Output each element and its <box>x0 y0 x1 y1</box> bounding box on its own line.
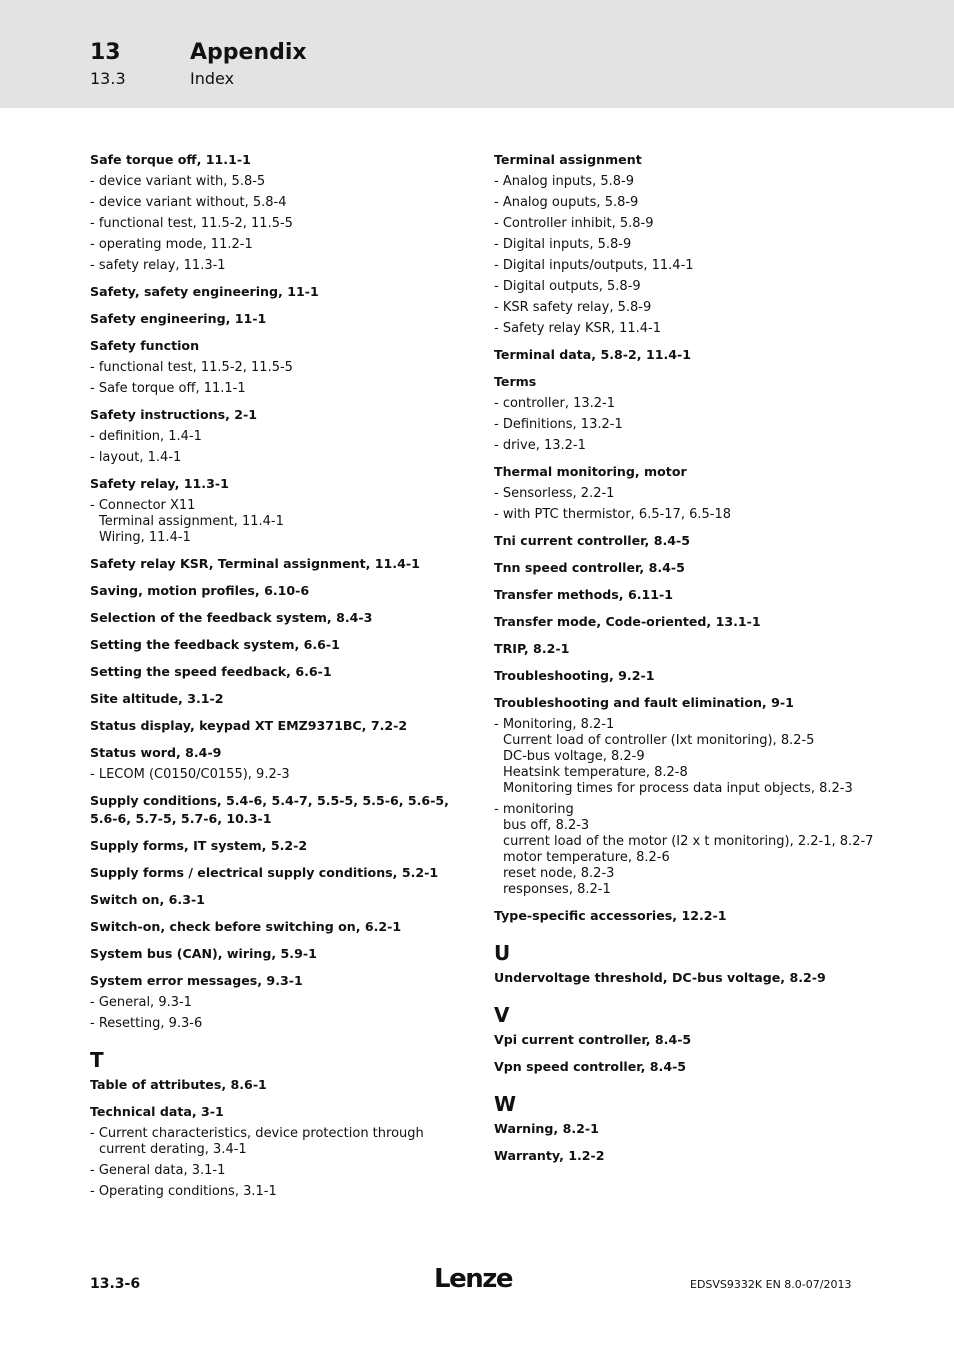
index-subentry <box>494 195 894 211</box>
index-entry-heading: Safe torque off, 11.1-1 <box>90 152 251 167</box>
page-number: 13.3-6 <box>90 1276 141 1292</box>
index-entry <box>494 694 894 898</box>
chapter-number: 13 <box>90 40 121 65</box>
index-subentry <box>90 429 460 445</box>
index-entry-heading: Transfer mode, Code-oriented, 13.1-1 <box>494 614 761 629</box>
index-entry-heading: Terminal assignment <box>494 152 642 167</box>
index-subentry <box>90 1016 460 1032</box>
index-column-left <box>90 151 460 1209</box>
index-letter: V <box>494 1003 510 1027</box>
page-header <box>0 0 954 108</box>
index-entry-heading: Safety engineering, 11-1 <box>90 311 267 326</box>
index-subentry-line: - Operating conditions, 3.1-1 <box>90 1184 277 1199</box>
index-entry <box>90 1076 460 1094</box>
index-entry <box>494 907 894 925</box>
index-subentry-line: - Controller inhibit, 5.8-9 <box>494 216 654 231</box>
index-subentry <box>90 767 460 783</box>
index-entry <box>90 972 460 1032</box>
index-entry-heading: Supply forms, IT system, 5.2-2 <box>90 838 308 853</box>
index-subentry-line: Monitoring times for process data input objects, 8.2-3 <box>503 781 853 796</box>
index-entry <box>494 346 894 364</box>
index-entry <box>90 310 460 328</box>
index-entry-heading: Technical data, 3-1 <box>90 1104 224 1119</box>
index-subentry-line: - Digital inputs/outputs, 11.4-1 <box>494 258 694 273</box>
index-subentry <box>90 450 460 466</box>
index-subentry-line: - with PTC thermistor, 6.5-17, 6.5-18 <box>494 507 732 522</box>
index-subentry <box>494 717 894 797</box>
index-letter: U <box>494 941 511 965</box>
index-entry-heading: Safety function <box>90 338 200 353</box>
index-entry <box>494 1120 894 1138</box>
index-entry <box>90 151 460 274</box>
index-entry <box>90 406 460 466</box>
index-entry-heading: Saving, motion profiles, 6.10-6 <box>90 583 310 598</box>
index-entry-heading: Status word, 8.4-9 <box>90 745 222 760</box>
index-subentry-line: - Current characteristics, device protection through <box>90 1126 424 1141</box>
index-entry <box>90 475 460 546</box>
index-subentry <box>494 279 894 295</box>
index-entry-heading: Selection of the feedback system, 8.4-3 <box>90 610 373 625</box>
index-subentry <box>494 237 894 253</box>
index-subentry <box>494 507 894 523</box>
index-entry <box>90 945 460 963</box>
index-entry-heading: Switch-on, check before switching on, 6.2-1 <box>90 919 402 934</box>
index-entry <box>90 792 460 828</box>
index-letter: T <box>90 1048 104 1072</box>
index-letter: W <box>494 1092 517 1116</box>
index-subentry <box>494 438 894 454</box>
index-entry-heading: Thermal monitoring, motor <box>494 464 687 479</box>
index-subentry <box>90 498 460 546</box>
index-entry-heading: Table of attributes, 8.6-1 <box>90 1077 267 1092</box>
index-subentry <box>494 396 894 412</box>
index-entry-heading: Transfer methods, 6.11-1 <box>494 587 674 602</box>
index-entry-heading: Undervoltage threshold, DC-bus voltage, 8.2-9 <box>494 970 826 985</box>
index-subentry-line: - monitoring <box>494 802 574 817</box>
index-subentry-line: motor temperature, 8.2-6 <box>503 850 670 865</box>
index-entry <box>494 640 894 658</box>
index-subentry <box>494 486 894 502</box>
index-entry <box>90 609 460 627</box>
index-entry <box>494 373 894 454</box>
index-subentry-line: - LECOM (C0150/C0155), 9.2-3 <box>90 767 290 782</box>
index-subentry <box>90 174 460 190</box>
index-subentry-line: - Monitoring, 8.2-1 <box>494 717 615 732</box>
index-subentry-line: Current load of controller (Ixt monitoring), 8.2-5 <box>503 733 815 748</box>
index-subentry-line: - KSR safety relay, 5.8-9 <box>494 300 652 315</box>
index-subentry <box>90 258 460 274</box>
index-subentry-line: - functional test, 11.5-2, 11.5-5 <box>90 360 293 375</box>
index-entry <box>90 663 460 681</box>
index-entry <box>90 891 460 909</box>
index-entry <box>494 151 894 337</box>
index-entry <box>494 1031 894 1049</box>
index-subentry-line: bus off, 8.2-3 <box>503 818 590 833</box>
index-entry-heading: System error messages, 9.3-1 <box>90 973 303 988</box>
index-entry <box>90 717 460 735</box>
index-subentry-line: Terminal assignment, 11.4-1 <box>99 514 284 529</box>
lenze-logo: Lenze <box>434 1264 512 1294</box>
index-entry-heading: Setting the speed feedback, 6.6-1 <box>90 664 332 679</box>
index-subentry-line: - Definitions, 13.2-1 <box>494 417 623 432</box>
index-subentry <box>90 360 460 376</box>
index-entry <box>90 690 460 708</box>
index-entry-heading: Terminal data, 5.8-2, 11.4-1 <box>494 347 692 362</box>
index-entry <box>90 636 460 654</box>
index-entry-heading: Status display, keypad XT EMZ9371BC, 7.2-2 <box>90 718 408 733</box>
index-subentry <box>90 1126 460 1158</box>
index-entry-heading: Tnn speed controller, 8.4-5 <box>494 560 685 575</box>
index-entry-heading: Warning, 8.2-1 <box>494 1121 599 1136</box>
document-id: EDSVS9332K EN 8.0-07/2013 <box>690 1278 852 1291</box>
index-entry-heading: Supply conditions, 5.4-6, 5.4-7, 5.5-5, 5.5-6, 5.6-5, 5.6-6, 5.7-5, 5.7-6, 10.3-1 <box>90 793 449 826</box>
index-entry-heading: Safety relay, 11.3-1 <box>90 476 229 491</box>
index-column-right <box>494 151 894 1174</box>
index-entry-heading: Troubleshooting, 9.2-1 <box>494 668 655 683</box>
index-entry <box>90 582 460 600</box>
index-subentry-line: current load of the motor (I2 x t monitoring), 2.2-1, 8.2-7 <box>503 834 874 849</box>
index-subentry-line: DC-bus voltage, 8.2-9 <box>503 749 645 764</box>
index-entry-heading: Tni current controller, 8.4-5 <box>494 533 690 548</box>
index-subentry-line: Wiring, 11.4-1 <box>99 530 191 545</box>
index-entry-heading: Vpn speed controller, 8.4-5 <box>494 1059 687 1074</box>
index-subentry <box>90 195 460 211</box>
index-entry <box>90 337 460 397</box>
index-entry <box>90 555 460 573</box>
index-subentry-line: - Safety relay KSR, 11.4-1 <box>494 321 661 336</box>
index-subentry-line: - Analog ouputs, 5.8-9 <box>494 195 639 210</box>
index-subentry <box>494 258 894 274</box>
index-subentry <box>90 1163 460 1179</box>
index-subentry <box>90 237 460 253</box>
index-entry <box>90 283 460 301</box>
index-subentry <box>90 1184 460 1200</box>
index-subentry <box>494 802 894 898</box>
index-subentry-line: - Analog inputs, 5.8-9 <box>494 174 634 189</box>
index-entry <box>494 463 894 523</box>
index-entry <box>90 837 460 855</box>
index-subentry-line: - definition, 1.4-1 <box>90 429 202 444</box>
index-subentry <box>90 995 460 1011</box>
index-subentry-line: Heatsink temperature, 8.2-8 <box>503 765 688 780</box>
index-subentry-line: - operating mode, 11.2-1 <box>90 237 253 252</box>
index-entry <box>90 864 460 882</box>
index-subentry-line: - device variant with, 5.8-5 <box>90 174 266 189</box>
index-subentry-line: - Connector X11 <box>90 498 196 513</box>
index-entry-heading: Setting the feedback system, 6.6-1 <box>90 637 340 652</box>
index-subentry-line: - layout, 1.4-1 <box>90 450 182 465</box>
index-subentry-line: reset node, 8.2-3 <box>503 866 615 881</box>
index-subentry-line: - Safe torque off, 11.1-1 <box>90 381 246 396</box>
index-subentry-line: current derating, 3.4-1 <box>99 1142 247 1157</box>
index-subentry <box>494 216 894 232</box>
index-subentry <box>90 216 460 232</box>
index-entry <box>90 744 460 783</box>
index-entry <box>494 1147 894 1165</box>
index-entry <box>494 613 894 631</box>
index-entry <box>494 969 894 987</box>
section-number: 13.3 <box>90 69 126 88</box>
index-entry <box>494 586 894 604</box>
index-subentry-line: - Sensorless, 2.2-1 <box>494 486 615 501</box>
index-subentry <box>494 174 894 190</box>
index-subentry-line: responses, 8.2-1 <box>503 882 611 897</box>
index-entry <box>494 532 894 550</box>
index-subentry-line: - device variant without, 5.8-4 <box>90 195 287 210</box>
index-entry-heading: Safety, safety engineering, 11-1 <box>90 284 319 299</box>
index-entry <box>90 1103 460 1200</box>
index-entry-heading: Terms <box>494 374 537 389</box>
index-subentry-line: - General, 9.3-1 <box>90 995 192 1010</box>
index-entry-heading: Warranty, 1.2-2 <box>494 1148 605 1163</box>
index-entry <box>494 667 894 685</box>
index-subentry-line: - Digital inputs, 5.8-9 <box>494 237 632 252</box>
index-subentry-line: - controller, 13.2-1 <box>494 396 616 411</box>
index-entry-heading: Switch on, 6.3-1 <box>90 892 205 907</box>
index-entry <box>90 918 460 936</box>
index-subentry <box>494 300 894 316</box>
section-title: Index <box>190 69 235 88</box>
index-entry-heading: TRIP, 8.2-1 <box>494 641 570 656</box>
index-subentry <box>494 417 894 433</box>
index-entry-heading: Troubleshooting and fault elimination, 9-1 <box>494 695 794 710</box>
index-subentry-line: - safety relay, 11.3-1 <box>90 258 226 273</box>
index-entry-heading: Safety instructions, 2-1 <box>90 407 258 422</box>
index-entry-heading: System bus (CAN), wiring, 5.9-1 <box>90 946 317 961</box>
index-entry <box>494 559 894 577</box>
index-subentry <box>90 381 460 397</box>
index-subentry-line: - drive, 13.2-1 <box>494 438 586 453</box>
index-subentry-line: - Resetting, 9.3-6 <box>90 1016 203 1031</box>
index-entry-heading: Supply forms / electrical supply conditions, 5.2-1 <box>90 865 439 880</box>
index-entry <box>494 1058 894 1076</box>
index-entry-heading: Vpi current controller, 8.4-5 <box>494 1032 692 1047</box>
index-entry-heading: Site altitude, 3.1-2 <box>90 691 224 706</box>
index-subentry-line: - General data, 3.1-1 <box>90 1163 226 1178</box>
index-subentry-line: - Digital outputs, 5.8-9 <box>494 279 641 294</box>
index-entry-heading: Safety relay KSR, Terminal assignment, 11.4-1 <box>90 556 420 571</box>
index-entry-heading: Type-specific accessories, 12.2-1 <box>494 908 727 923</box>
chapter-title: Appendix <box>190 40 307 65</box>
index-subentry-line: - functional test, 11.5-2, 11.5-5 <box>90 216 293 231</box>
index-subentry <box>494 321 894 337</box>
